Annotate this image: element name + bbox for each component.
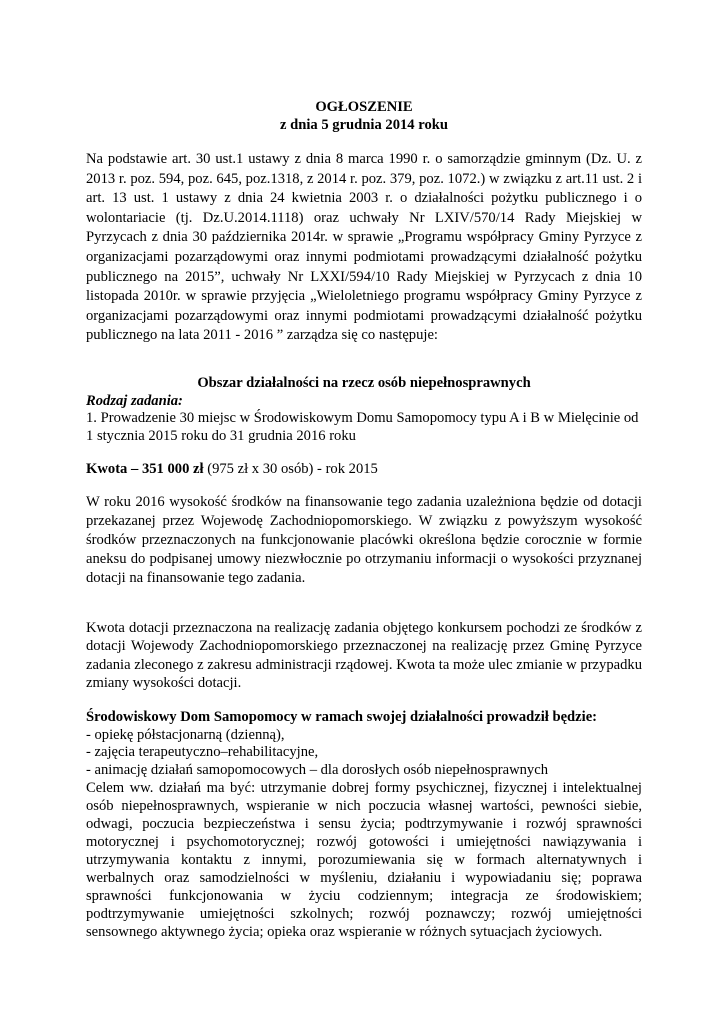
amount-label: Kwota – 351 000 zł — [86, 461, 204, 478]
sds-activity-item: - zajęcia terapeutyczno–rehabilitacyjne, — [86, 744, 319, 761]
section-title: Obszar działalności na rzecz osób niepełnosprawnych — [197, 374, 531, 391]
announcement-title: OGŁOSZENIE — [315, 99, 413, 115]
sds-activity-item: - animację działań samopomocowych – dla dorosłych osób niepełnosprawnych — [86, 761, 549, 778]
task-type-label: Rodzaj zadania: — [86, 392, 183, 409]
sds-activities-title: Środowiskowy Dom Samopomocy w ramach swojej działalności prowadził będzie: — [86, 708, 598, 725]
legal-basis-paragraph: Na podstawie art. 30 ust.1 ustawy z dnia 8 marca 1990 r. o samorządzie gminnym (Dz. U. z 2013 r. poz. 594, poz. 645, poz.1318, z 2014 r. poz. 379, poz. 1072.) w związku z art.11 ust. 2 i art. 13 ust. 1 ustawy z dnia 24 kwietnia 2003 r. o działalności pożytku publicznego i o wolontariacie (tj. Dz.U.2014.1118) oraz uchwały Nr LXIV/570/14 Rady Miejskiej w Pyrzycach z dnia 30 października 2014r. w sprawie „Programu współpracy Gminy Pyrzyce z organizacjami pozarządowymi oraz innymi podmiotami prowadzącymi działalność pożytku publicznego na 2015”, uchwały Nr LXXI/594/10 Rady Miejskiej w Pyrzycach z dnia 10 listopada 2010r. w sprawie przyjęcia „Wieloletniego programu współpracy Gminy Pyrzyce z organizacjami pozarządowymi oraz innymi podmiotami prowadzącymi działalność pożytku publicznego na lata 2011 - 2016 ” zarządza się co następuje: — [86, 151, 642, 344]
amount-line — [86, 461, 642, 479]
task-description: 1. Prowadzenie 30 miejsc w Środowiskowym Domu Samopomocy typu A i B w Mielęcinie od 1 stycznia 2015 roku do 31 grudnia 2016 roku — [86, 410, 639, 444]
sds-activity-item: - opiekę półstacjonarną (dzienną), — [86, 726, 285, 743]
announcement-header — [86, 99, 642, 134]
sds-goals-paragraph: Celem ww. działań ma być: utrzymanie dobrej formy psychicznej, fizycznej i intelektualnej osób niepełnosprawnych, wspieranie w nich poczucia własnej wartości, pewności siebie, odwagi, poczucia bezpieczeństwa i sensu życia; podtrzymywanie i rozwój sprawności motorycznej i psychomotorycznej; rozwój gotowości i umiejętności nawiązywania i utrzymywania kontaktu z innymi, porozumiewania się w formach alternatywnych i werbalnych oraz samodzielności w myśleniu, działaniu i wypowiadaniu się; poprawa sprawności funkcjonowania w życiu codziennym; integracja ze środowiskiem; podtrzymywanie umiejętności szkolnych; rozwój poznawczy; rozwój umiejętności sensownego aktywnego życia; opieka oraz wspieranie w różnych sytuacjach życiowych. — [86, 780, 642, 941]
funding-source-paragraph: Kwota dotacji przeznaczona na realizację zadania objętego konkursem pochodzi ze środków z dotacji Wojewody Zachodniopomorskiego przeznaczonej na realizację przez Gminę Pyrzyce zadania zleconego z zakresu administracji rządowej. Kwota ta może ulec zmianie w przypadku zmiany wysokości dotacji. — [86, 619, 642, 692]
document-page — [86, 99, 642, 941]
funding-paragraph: W roku 2016 wysokość środków na finansowanie tego zadania uzależniona będzie od dotacji przekazanej przez Wojewodę Zachodniopomorskiego. W związku z powyższym wysokość środków przeznaczonych na funkcjonowanie placówki określona będzie corocznie w formie aneksu do podpisanej umowy niezwłocznie po otrzymaniu informacji o wysokości przyznanej dotacji na finansowanie tego zadania. — [86, 493, 642, 586]
amount-detail: (975 zł x 30 osób) - rok 2015 — [203, 461, 378, 478]
announcement-date: z dnia 5 grudnia 2014 roku — [279, 116, 448, 133]
